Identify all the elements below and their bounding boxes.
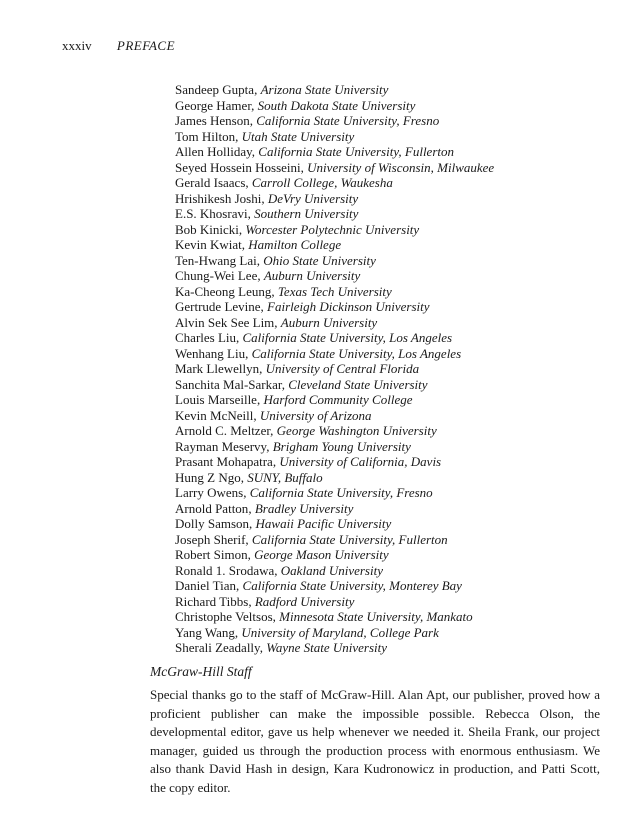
reviewer-entry: Sanchita Mal-Sarkar, Cleveland State University: [175, 376, 428, 392]
reviewer-entry: Hung Z Ngo, SUNY, Buffalo: [175, 469, 323, 485]
reviewer-entry: Charles Liu, California State University, Los Angeles: [175, 330, 453, 345]
reviewer-affiliation: South Dakota State University: [257, 97, 416, 113]
reviewer-affiliation: University of California, Davis: [279, 454, 442, 469]
reviewer-affiliation: SUNY, Buffalo: [247, 469, 323, 485]
reviewer-entry: Gerald Isaacs, Carroll College, Waukesha: [175, 175, 393, 190]
reviewer-entry: Ronald 1. Srodawa, Oakland University: [175, 562, 383, 578]
reviewer-affiliation: California State University, Fullerton: [251, 531, 448, 547]
reviewer-name: Charles Liu: [175, 330, 237, 345]
reviewer-entry: Gertrude Levine, Fairleigh Dickinson University: [175, 299, 430, 314]
reviewer-entry: Robert Simon, George Mason University: [175, 547, 389, 562]
reviewer-affiliation: California State University, Fresno: [256, 113, 440, 128]
reviewer-affiliation: George Washington University: [276, 423, 437, 438]
reviewer-affiliation: Arizona State University: [260, 82, 389, 97]
reviewer-entry: Larry Owens, California State University, Fresno: [175, 485, 433, 500]
reviewer-name: Alvin Sek See Lim: [175, 314, 275, 330]
reviewer-name: Richard Tibbs: [175, 593, 249, 609]
reviewer-name: Kevin Kwiat: [175, 237, 242, 252]
reviewer-entry: Hrishikesh Joshi, DeVry University: [175, 190, 359, 206]
reviewer-affiliation: Hawaii Pacific University: [255, 516, 392, 531]
staff-paragraph: Special thanks go to the staff of McGraw-Hill. Alan Apt, our publisher, proved how a proficient publisher can make the impossible possible. Rebecca Olson, the developmental editor, gave us help whenever we needed it. Sheila Frank, our project manager, guided us through the production process with enormous enthusiasm. We also thank David Hash in design, Kara Kudronowicz in production, and Patti Scott, the copy editor.: [150, 687, 600, 795]
reviewer-affiliation: Wayne State University: [266, 640, 388, 655]
reviewer-name: Louis Marseille: [175, 392, 257, 407]
reviewer-name: Gertrude Levine: [175, 299, 261, 314]
reviewer-name: Joseph Sherif: [175, 531, 246, 547]
reviewer-name: Daniel Tian: [175, 578, 237, 593]
reviewer-entry: Dolly Samson, Hawaii Pacific University: [175, 516, 392, 531]
reviewer-affiliation: Auburn University: [280, 314, 378, 330]
reviewer-affiliation: Southern University: [254, 206, 359, 221]
reviewer-entry: Ten-Hwang Lai, Ohio State University: [175, 252, 376, 268]
reviewer-name: Ka-Cheong Leung: [175, 283, 272, 299]
reviewer-affiliation: Bradley University: [254, 500, 354, 516]
reviewer-affiliation: Oakland University: [280, 562, 383, 578]
reviewer-affiliation: DeVry University: [267, 190, 359, 206]
staff-heading: McGraw-Hill Staff: [150, 664, 252, 679]
reviewer-affiliation: George Mason University: [254, 547, 389, 562]
reviewer-entry: Wenhang Liu, California State University, Los Angeles: [175, 345, 462, 361]
reviewer-name: Ronald 1. Srodawa: [175, 562, 275, 578]
reviewer-affiliation: Harford Community College: [263, 392, 413, 407]
reviewer-entry: Sherali Zeadally, Wayne State University: [175, 640, 388, 655]
reviewer-affiliation: Auburn University: [263, 268, 361, 283]
reviewer-affiliation: Hamilton College: [248, 237, 342, 252]
reviewer-entry: Christophe Veltsos, Minnesota State University, Mankato: [175, 609, 473, 624]
reviewer-name: Wenhang Liu: [175, 345, 246, 361]
reviewer-entry: Allen Holliday, California State University, Fullerton: [175, 144, 454, 159]
reviewer-entry: Yang Wang, University of Maryland, College Park: [175, 624, 439, 640]
reviewer-entry: E.S. Khosravi, Southern University: [175, 206, 359, 221]
reviewer-entry: Chung-Wei Lee, Auburn University: [175, 268, 361, 283]
reviewer-affiliation: University of Central Florida: [265, 361, 420, 376]
reviewer-entry: Prasant Mohapatra, University of California, Davis: [175, 454, 442, 469]
reviewer-affiliation: Fairleigh Dickinson University: [267, 299, 430, 314]
reviewer-name: Hung Z Ngo: [175, 469, 241, 485]
reviewer-name: Tom Hilton: [175, 128, 236, 144]
page-number: xxxiv: [62, 38, 92, 53]
reviewer-affiliation: Carroll College, Waukesha: [251, 175, 393, 190]
reviewer-affiliation: California State University, Los Angeles: [251, 345, 462, 361]
reviewer-affiliation: California State University, Monterey Bay: [242, 578, 462, 593]
reviewer-entry: Alvin Sek See Lim, Auburn University: [175, 314, 378, 330]
reviewer-affiliation: California State University, Fresno: [249, 485, 433, 500]
reviewer-entry: Kevin McNeill, University of Arizona: [175, 407, 372, 423]
reviewer-name: Bob Kinicki: [175, 221, 239, 237]
reviewer-name: Ten-Hwang Lai: [175, 252, 257, 268]
reviewer-affiliation: University of Maryland, College Park: [241, 624, 439, 640]
reviewer-affiliation: Cleveland State University: [288, 376, 428, 392]
reviewer-affiliation: California State University, Los Angeles: [242, 330, 453, 345]
reviewer-entry: Seyed Hossein Hosseini, University of Wisconsin, Milwaukee: [175, 159, 495, 175]
reviewer-affiliation: Radford University: [254, 593, 355, 609]
reviewer-entry: Louis Marseille, Harford Community College: [175, 392, 413, 407]
reviewer-name: Sherali Zeadally: [175, 640, 260, 655]
reviewer-name: Arnold Patton: [175, 500, 249, 516]
reviewer-affiliation: Ohio State University: [263, 252, 376, 268]
reviewer-name: Chung-Wei Lee: [175, 268, 258, 283]
reviewer-entry: Mark Llewellyn, University of Central Florida: [175, 361, 420, 376]
reviewer-name: George Hamer: [175, 97, 252, 113]
reviewer-name: Robert Simon: [175, 547, 248, 562]
reviewer-affiliation: University of Arizona: [259, 407, 372, 423]
reviewer-name: Allen Holliday: [175, 144, 252, 159]
reviewer-affiliation: Texas Tech University: [277, 283, 392, 299]
reviewer-name: Larry Owens: [175, 485, 244, 500]
reviewer-entry: Bob Kinicki, Worcester Polytechnic University: [175, 221, 420, 237]
reviewer-name: Seyed Hossein Hosseini: [175, 159, 301, 175]
reviewer-name: Sandeep Gupta: [175, 82, 255, 97]
reviewer-entry: Ka-Cheong Leung, Texas Tech University: [175, 283, 392, 299]
reviewer-entry: Tom Hilton, Utah State University: [175, 128, 355, 144]
reviewer-affiliation: Brigham Young University: [272, 438, 411, 454]
reviewer-name: Mark Llewellyn: [175, 361, 260, 376]
running-section-title: PREFACE: [116, 38, 176, 53]
reviewer-name: Rayman Meservy: [175, 438, 267, 454]
reviewer-entry: Sandeep Gupta, Arizona State University: [175, 82, 389, 97]
reviewer-name: James Henson: [175, 113, 250, 128]
reviewer-entry: George Hamer, South Dakota State University: [175, 97, 416, 113]
reviewer-name: Christophe Veltsos: [175, 609, 273, 624]
reviewer-affiliation: University of Wisconsin, Milwaukee: [307, 159, 495, 175]
reviewer-entry: Joseph Sherif, California State University, Fullerton: [175, 531, 448, 547]
reviewer-name: Sanchita Mal-Sarkar: [175, 376, 282, 392]
reviewer-name: Yang Wang: [175, 624, 235, 640]
reviewer-affiliation: Utah State University: [241, 128, 355, 144]
reviewer-entry: Arnold C. Meltzer, George Washington University: [175, 423, 437, 438]
reviewer-name: Kevin McNeill: [175, 407, 254, 423]
reviewer-entry: James Henson, California State University, Fresno: [175, 113, 440, 128]
reviewer-name: Gerald Isaacs: [175, 175, 246, 190]
reviewer-name: Arnold C. Meltzer: [175, 423, 271, 438]
reviewer-affiliation: Worcester Polytechnic University: [245, 221, 420, 237]
reviewer-entry: Kevin Kwiat, Hamilton College: [175, 237, 342, 252]
reviewer-list: [175, 82, 494, 656]
reviewer-affiliation: Minnesota State University, Mankato: [279, 609, 473, 624]
reviewer-name: Prasant Mohapatra: [175, 454, 273, 469]
page-header: [62, 38, 175, 54]
reviewer-entry: Daniel Tian, California State University, Monterey Bay: [175, 578, 462, 593]
reviewer-name: Hrishikesh Joshi: [175, 190, 262, 206]
reviewer-affiliation: California State University, Fullerton: [258, 144, 454, 159]
reviewer-entry: Arnold Patton, Bradley University: [175, 500, 354, 516]
reviewer-entry: Rayman Meservy, Brigham Young University: [175, 438, 411, 454]
reviewer-name: Dolly Samson: [175, 516, 250, 531]
reviewer-name: E.S. Khosravi: [175, 206, 248, 221]
reviewer-entry: Richard Tibbs, Radford University: [175, 593, 355, 609]
